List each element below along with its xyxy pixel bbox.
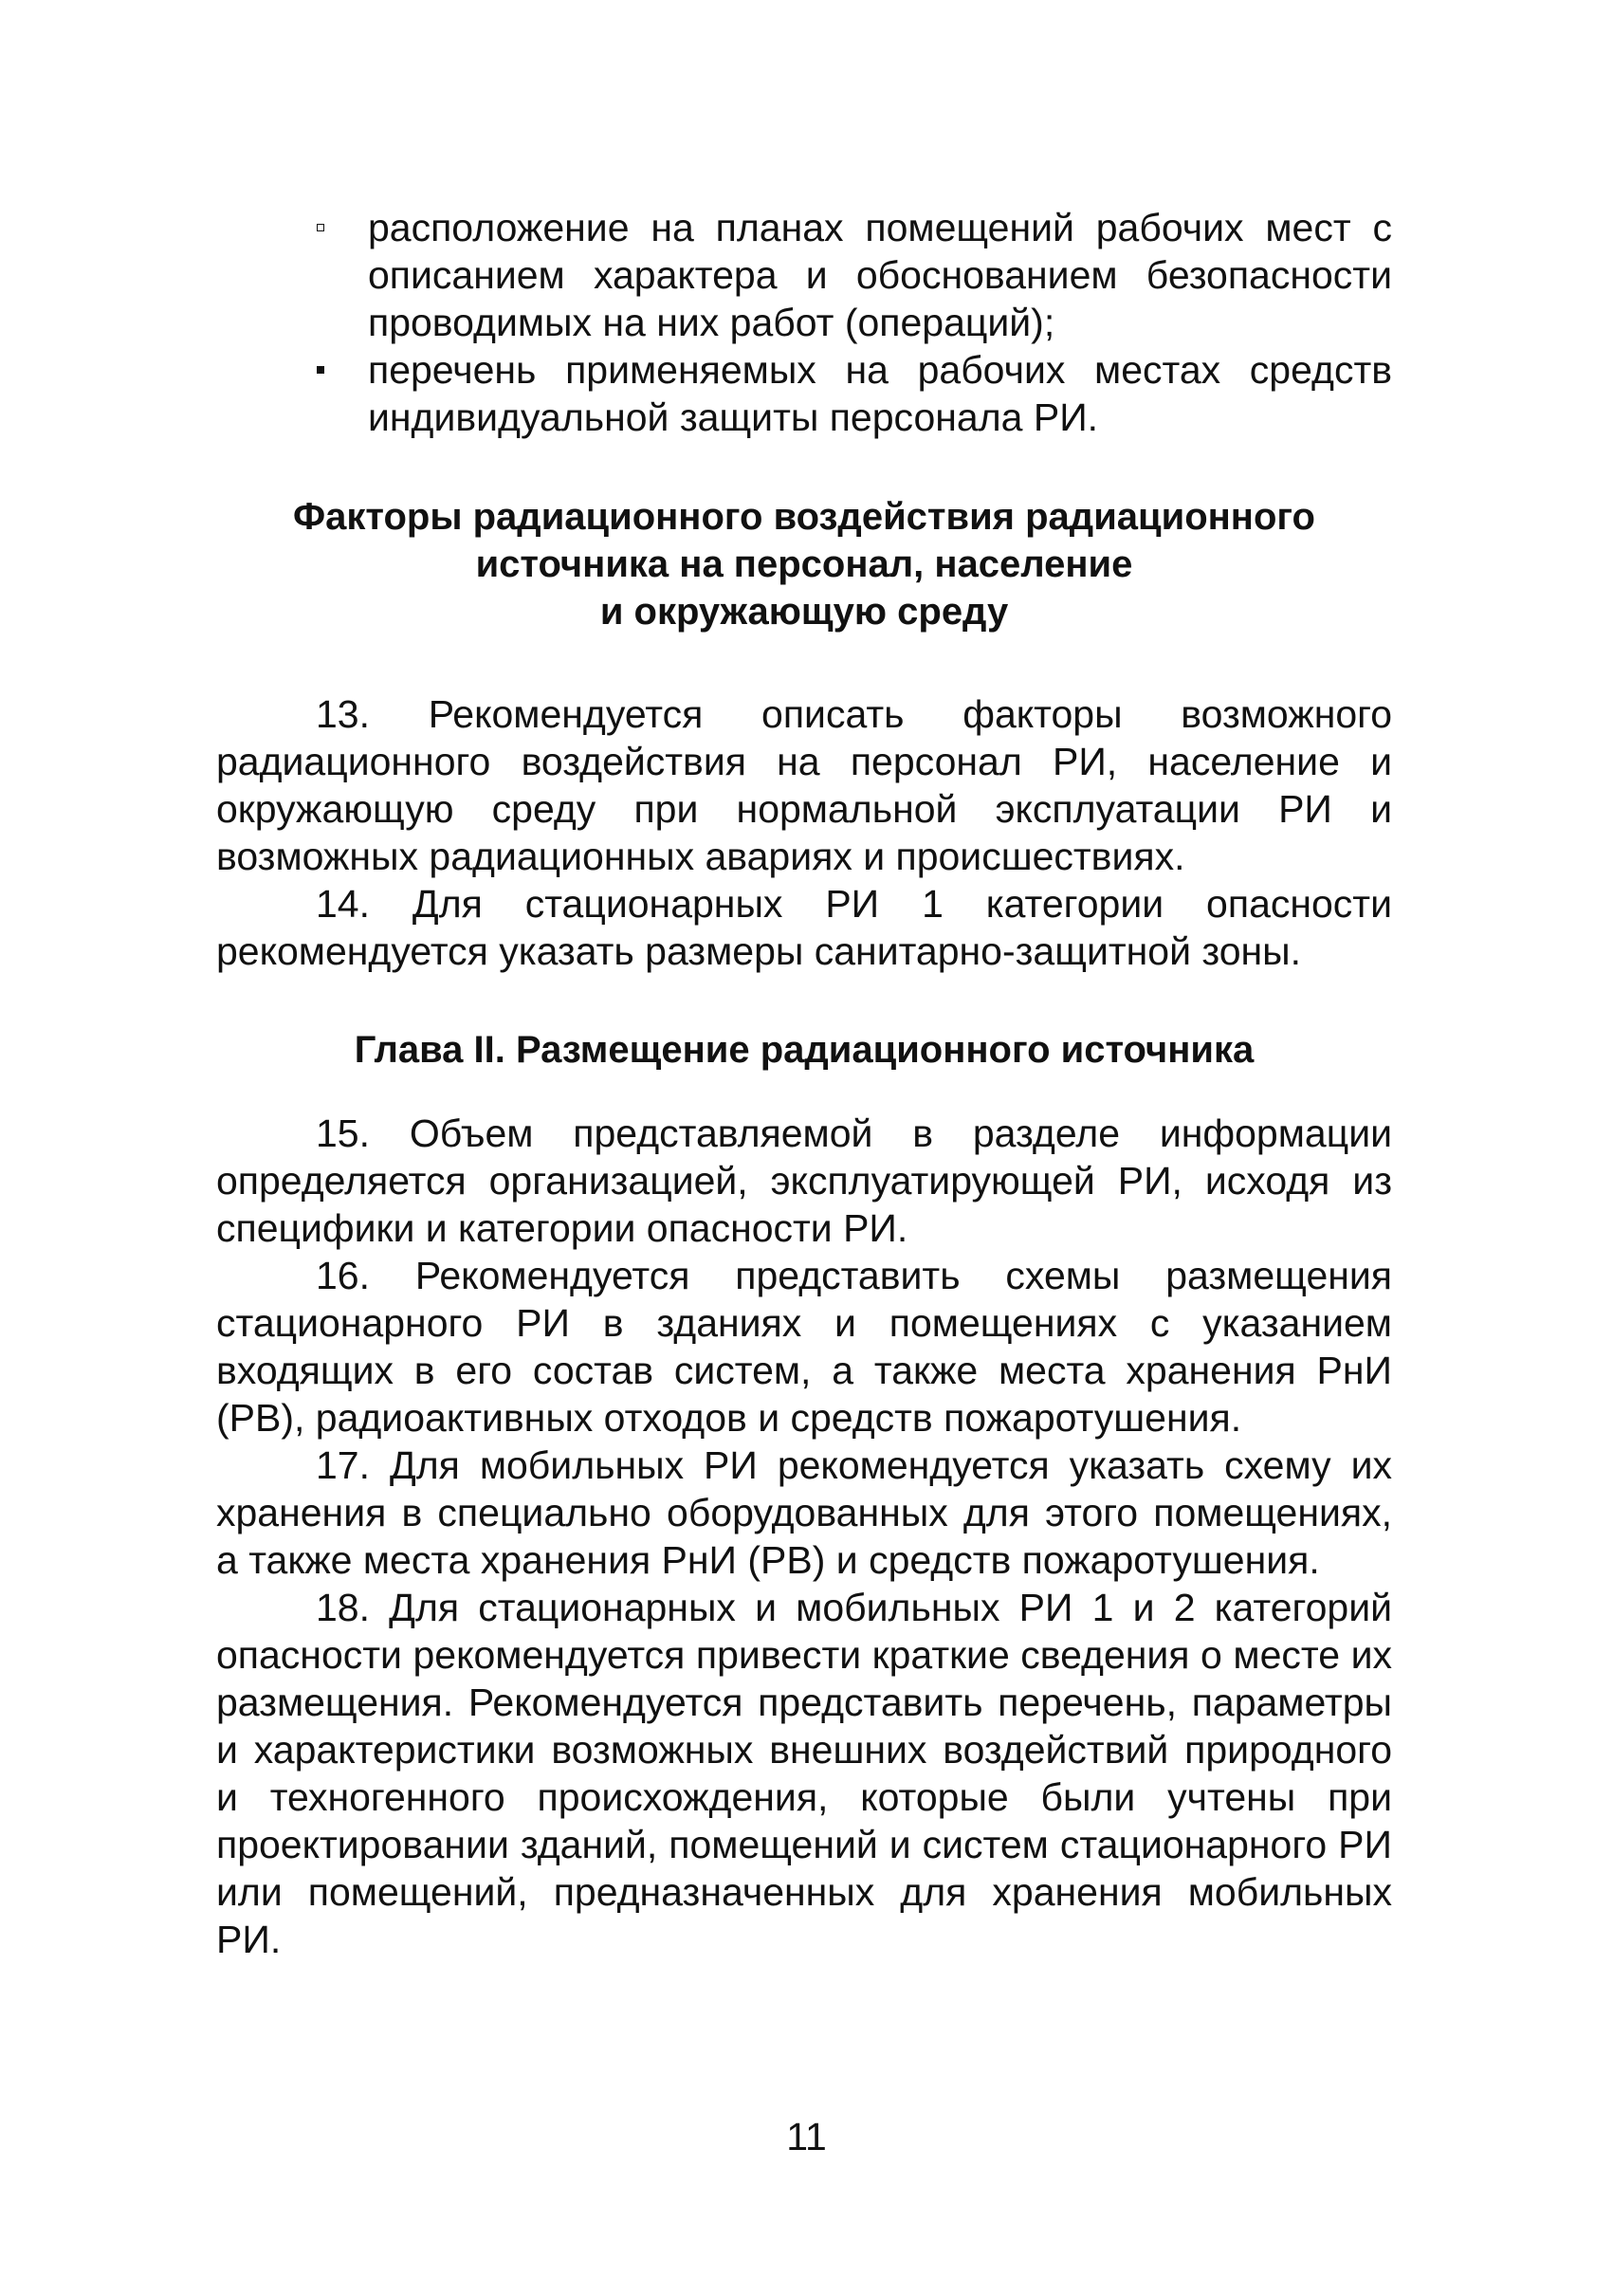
heading-line: и окружающую среду [599, 591, 1009, 633]
paragraph-17: 17. Для мобильных РИ рекомендуется указать схему их хранения в специально оборудованных для этого помещениях, а также места хранения РнИ (РВ) и средств пожаротушения. [216, 1443, 1392, 1582]
paragraph-14: 14. Для стационарных РИ 1 категории опасности рекомендуется указать размеры санитарно-защитной зоны. [216, 882, 1392, 973]
paragraph-18: 18. Для стационарных и мобильных РИ 1 и 2 категорий опасности рекомендуется привести краткие сведения о месте их размещения. Рекомендуется представить перечень, параметры и характеристики возможных внешних воздействий природного и техногенного происхождения, которые были учтены при проектировании зданий, помещений и систем стационарного РИ или помещений, предназначенных для хранения мобильных РИ. [216, 1586, 1392, 1961]
heading-line: Факторы радиационного воздействия радиационного [293, 496, 1315, 538]
chapter-heading: Глава II. Размещение радиационного источника [354, 1029, 1255, 1071]
bullet-item [216, 346, 1392, 441]
paragraph-13: 13. Рекомендуется описать факторы возможного радиационного воздействия на персонал РИ, население и окружающую среду при нормальной эксплуатации РИ и возможных радиационных авариях и происшествиях. [216, 692, 1392, 878]
hollow-square-bullet-icon [317, 224, 324, 231]
bullet-item [216, 204, 1392, 346]
paragraphs-placement [216, 1110, 1392, 1963]
page-number: 11 [786, 2115, 827, 2158]
bullet-text: расположение на планах помещений рабочих мест с описанием характера и обоснованием безопасности проводимых на них работ (операций); [368, 206, 1392, 344]
paragraph-15: 15. Объем представляемой в разделе информации определяется организацией, эксплуатирующей РИ, исходя из специфики и категории опасности РИ. [216, 1111, 1392, 1250]
paragraph-16: 16. Рекомендуется представить схемы размещения стационарного РИ в зданиях и помещениях с указанием входящих в его состав систем, а также места хранения РнИ (РВ), радиоактивных отходов и средств пожаротушения. [216, 1254, 1392, 1440]
section-heading-factors [216, 493, 1392, 635]
filled-square-bullet-icon [317, 366, 324, 374]
heading-line: источника на персонал, население [475, 543, 1133, 585]
bullet-text: перечень применяемых на рабочих местах средств индивидуальной защиты персонала РИ. [368, 348, 1392, 439]
paragraphs-factors [216, 690, 1392, 975]
bullet-list [216, 204, 1392, 441]
